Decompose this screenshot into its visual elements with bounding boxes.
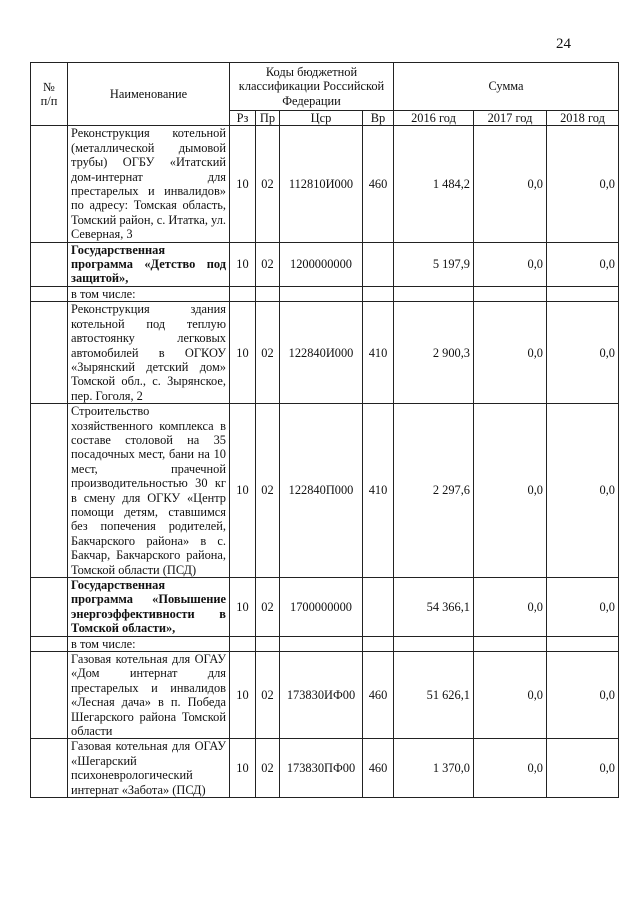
budget-table [30,62,619,798]
row-sum-2017: 0,0 [474,242,547,286]
row-pr: 02 [256,302,280,404]
row-csr: 122840И000 [280,302,363,404]
row-number [31,286,68,301]
table-header [31,63,619,126]
row-sum-2018: 0,0 [547,126,619,242]
row-pr: 02 [256,652,280,739]
row-name: Строительство хозяйственного комплекса в составе столовой на 35 посадочных мест, бани на 10 мест, прачечной производительностью 30 кг в смену для ОГКУ «Центр помощи детям, ставшимся без попечения родителей, Бакчарского района» в с. Бакчар, Бакчарского района, Томской области (ПСД) [68,404,230,578]
header-pr: Пр [256,111,280,126]
table-row-program [31,578,619,637]
header-sum: Сумма [394,63,619,111]
row-name: Реконструкция котельной (металлической дымовой трубы) ОГБУ «Итатский дом-интернат для престарелых и инвалидов» по адресу: Томская область, Томский район, с. Итатка, ул. Северная, 3 [68,126,230,242]
row-name: Государственная программа «Повышение энергоэффективности в Томской области», [68,578,230,637]
row-sum-2017: 0,0 [474,126,547,242]
row-name: в том числе: [68,636,230,651]
empty-cell [474,636,547,651]
row-number [31,739,68,798]
empty-cell [394,286,474,301]
row-sum-2018: 0,0 [547,242,619,286]
empty-cell [363,636,394,651]
empty-cell [230,636,256,651]
empty-cell [280,286,363,301]
row-sum-2017: 0,0 [474,739,547,798]
table-row-program [31,242,619,286]
row-sum-2016: 1 370,0 [394,739,474,798]
empty-cell [547,636,619,651]
row-number [31,636,68,651]
row-sum-2016: 54 366,1 [394,578,474,637]
row-csr: 112810И000 [280,126,363,242]
row-name: в том числе: [68,286,230,301]
empty-cell [280,636,363,651]
header-name: Наименование [68,63,230,126]
row-sum-2016: 2 900,3 [394,302,474,404]
row-csr: 122840П000 [280,404,363,578]
empty-cell [256,636,280,651]
row-name: Газовая котельная для ОГАУ «Дом интернат для престарелых и инвалидов «Лесная дача» в п. Победа Шегарского района Томской области [68,652,230,739]
empty-cell [256,286,280,301]
row-sum-2018: 0,0 [547,404,619,578]
table-body [31,126,619,798]
header-codes: Коды бюджетной классификации Российской Федерации [230,63,394,111]
empty-cell [394,636,474,651]
row-rz: 10 [230,739,256,798]
row-name: Государственная программа «Детство под защитой», [68,242,230,286]
table-row [31,404,619,578]
row-sum-2016: 51 626,1 [394,652,474,739]
row-pr: 02 [256,404,280,578]
empty-cell [363,286,394,301]
header-rz: Рз [230,111,256,126]
row-sum-2016: 2 297,6 [394,404,474,578]
row-rz: 10 [230,242,256,286]
table-row [31,652,619,739]
empty-cell [230,286,256,301]
row-vr: 410 [363,302,394,404]
row-sum-2017: 0,0 [474,652,547,739]
row-vr: 460 [363,739,394,798]
row-number [31,126,68,242]
row-number [31,404,68,578]
row-csr: 173830ПФ00 [280,739,363,798]
row-vr [363,242,394,286]
row-name: Реконструкция здания котельной под теплую автостоянку легковых автомобилей в ОГКОУ «Зырянский детский дом» Томской обл., с. Зырянское, пер. Гоголя, 2 [68,302,230,404]
header-2016: 2016 год [394,111,474,126]
row-pr: 02 [256,578,280,637]
header-number: № п/п [31,63,68,126]
row-csr: 1200000000 [280,242,363,286]
row-csr: 1700000000 [280,578,363,637]
row-sum-2017: 0,0 [474,578,547,637]
row-sum-2018: 0,0 [547,302,619,404]
row-csr: 173830ИФ00 [280,652,363,739]
row-sum-2017: 0,0 [474,302,547,404]
header-csr: Цср [280,111,363,126]
row-sum-2018: 0,0 [547,652,619,739]
row-sum-2017: 0,0 [474,404,547,578]
row-sum-2016: 1 484,2 [394,126,474,242]
row-vr: 460 [363,652,394,739]
row-name: Газовая котельная для ОГАУ «Шегарский психоневрологический интернат «Забота» (ПСД) [68,739,230,798]
page-number: 24 [556,36,571,52]
header-2017: 2017 год [474,111,547,126]
row-number [31,652,68,739]
table-row [31,126,619,242]
row-number [31,302,68,404]
table-row-subheading [31,636,619,651]
row-sum-2018: 0,0 [547,578,619,637]
row-rz: 10 [230,302,256,404]
header-2018: 2018 год [547,111,619,126]
table-row-subheading [31,286,619,301]
row-rz: 10 [230,578,256,637]
empty-cell [547,286,619,301]
row-number [31,242,68,286]
table-row [31,739,619,798]
row-vr [363,578,394,637]
row-number [31,578,68,637]
row-pr: 02 [256,242,280,286]
row-pr: 02 [256,126,280,242]
row-sum-2016: 5 197,9 [394,242,474,286]
row-rz: 10 [230,404,256,578]
row-rz: 10 [230,126,256,242]
row-vr: 410 [363,404,394,578]
row-sum-2018: 0,0 [547,739,619,798]
row-rz: 10 [230,652,256,739]
row-pr: 02 [256,739,280,798]
empty-cell [474,286,547,301]
table-row [31,302,619,404]
row-vr: 460 [363,126,394,242]
header-vr: Вр [363,111,394,126]
